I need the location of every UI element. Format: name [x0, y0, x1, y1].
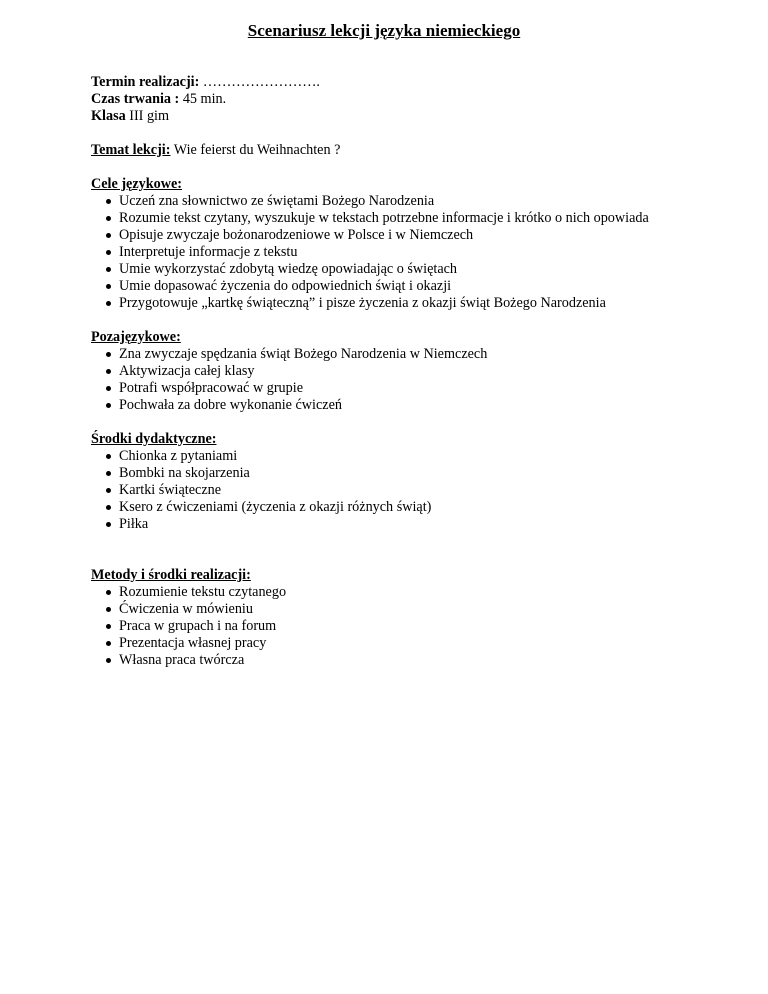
bullet-icon: [106, 624, 111, 629]
list-pozajezykowe: [91, 346, 731, 414]
bullet-icon: [106, 352, 111, 357]
list-item: Chionka z pytaniami: [91, 448, 731, 465]
list-item: Rozumienie tekstu czytanego: [91, 584, 731, 601]
list-item: Praca w grupach i na forum: [91, 618, 731, 635]
section-heading-pozajezykowe: Pozajęzykowe:: [91, 329, 181, 345]
czas-line: [91, 91, 731, 108]
bullet-icon: [106, 658, 111, 663]
temat-line: [91, 142, 731, 159]
bullet-icon: [106, 505, 111, 510]
section-heading-srodki: Środki dydaktyczne:: [91, 431, 217, 447]
list-item: Opisuje zwyczaje bożonarodzeniowe w Polsce i w Niemczech: [91, 227, 731, 244]
list-item: Piłka: [91, 516, 731, 533]
bullet-icon: [106, 471, 111, 476]
list-item: Interpretuje informacje z tekstu: [91, 244, 731, 261]
czas-label: Czas trwania :: [91, 91, 180, 107]
bullet-icon: [106, 488, 111, 493]
document-body: [91, 74, 731, 669]
list-item: Kartki świąteczne: [91, 482, 731, 499]
bullet-icon: [106, 386, 111, 391]
list-metody: [91, 584, 731, 669]
section-heading-metody: Metody i środki realizacji:: [91, 567, 251, 583]
list-item: Rozumie tekst czytany, wyszukuje w tekstach potrzebne informacje i krótko o nich opowiada: [91, 210, 679, 227]
list-item: Umie wykorzystać zdobytą wiedzę opowiadając o świętach: [91, 261, 731, 278]
bullet-icon: [106, 233, 111, 238]
list-item: Aktywizacja całej klasy: [91, 363, 731, 380]
bullet-icon: [106, 641, 111, 646]
bullet-icon: [106, 216, 111, 221]
temat-value: Wie feierst du Weihnachten ?: [170, 142, 341, 158]
klasa-label: Klasa: [91, 108, 126, 124]
list-item: Ksero z ćwiczeniami (życzenia z okazji różnych świąt): [91, 499, 731, 516]
bullet-icon: [106, 199, 111, 204]
termin-label: Termin realizacji:: [91, 74, 200, 90]
termin-value: …………………….: [199, 74, 320, 90]
bullet-icon: [106, 250, 111, 255]
bullet-icon: [106, 590, 111, 595]
bullet-icon: [106, 301, 111, 306]
temat-label: Temat lekcji:: [91, 142, 171, 158]
bullet-icon: [106, 454, 111, 459]
list-item: Ćwiczenia w mówieniu: [91, 601, 731, 618]
bullet-icon: [106, 369, 111, 374]
bullet-icon: [106, 607, 111, 612]
list-item: Bombki na skojarzenia: [91, 465, 731, 482]
list-item: Własna praca twórcza: [91, 652, 731, 669]
list-item: Przygotowuje „kartkę świąteczną” i pisze życzenia z okazji świąt Bożego Narodzenia: [91, 295, 731, 312]
bullet-icon: [106, 403, 111, 408]
klasa-line: [91, 108, 731, 125]
list-srodki: [91, 448, 731, 533]
list-item: Umie dopasować życzenia do odpowiednich świąt i okazji: [91, 278, 731, 295]
list-item: Uczeń zna słownictwo ze świętami Bożego Narodzenia: [91, 193, 731, 210]
list-item: Prezentacja własnej pracy: [91, 635, 731, 652]
termin-line: [91, 74, 731, 91]
section-heading-cele: Cele językowe:: [91, 176, 182, 192]
bullet-icon: [106, 284, 111, 289]
czas-value: 45 min.: [179, 91, 227, 107]
list-item: Pochwała za dobre wykonanie ćwiczeń: [91, 397, 731, 414]
klasa-value: III gim: [125, 108, 170, 124]
document-title: Scenariusz lekcji języka niemieckiego: [247, 21, 521, 40]
list-cele: [91, 193, 731, 312]
bullet-icon: [106, 267, 111, 272]
list-item: Potrafi współpracować w grupie: [91, 380, 731, 397]
bullet-icon: [106, 522, 111, 527]
list-item: Zna zwyczaje spędzania świąt Bożego Narodzenia w Niemczech: [91, 346, 731, 363]
